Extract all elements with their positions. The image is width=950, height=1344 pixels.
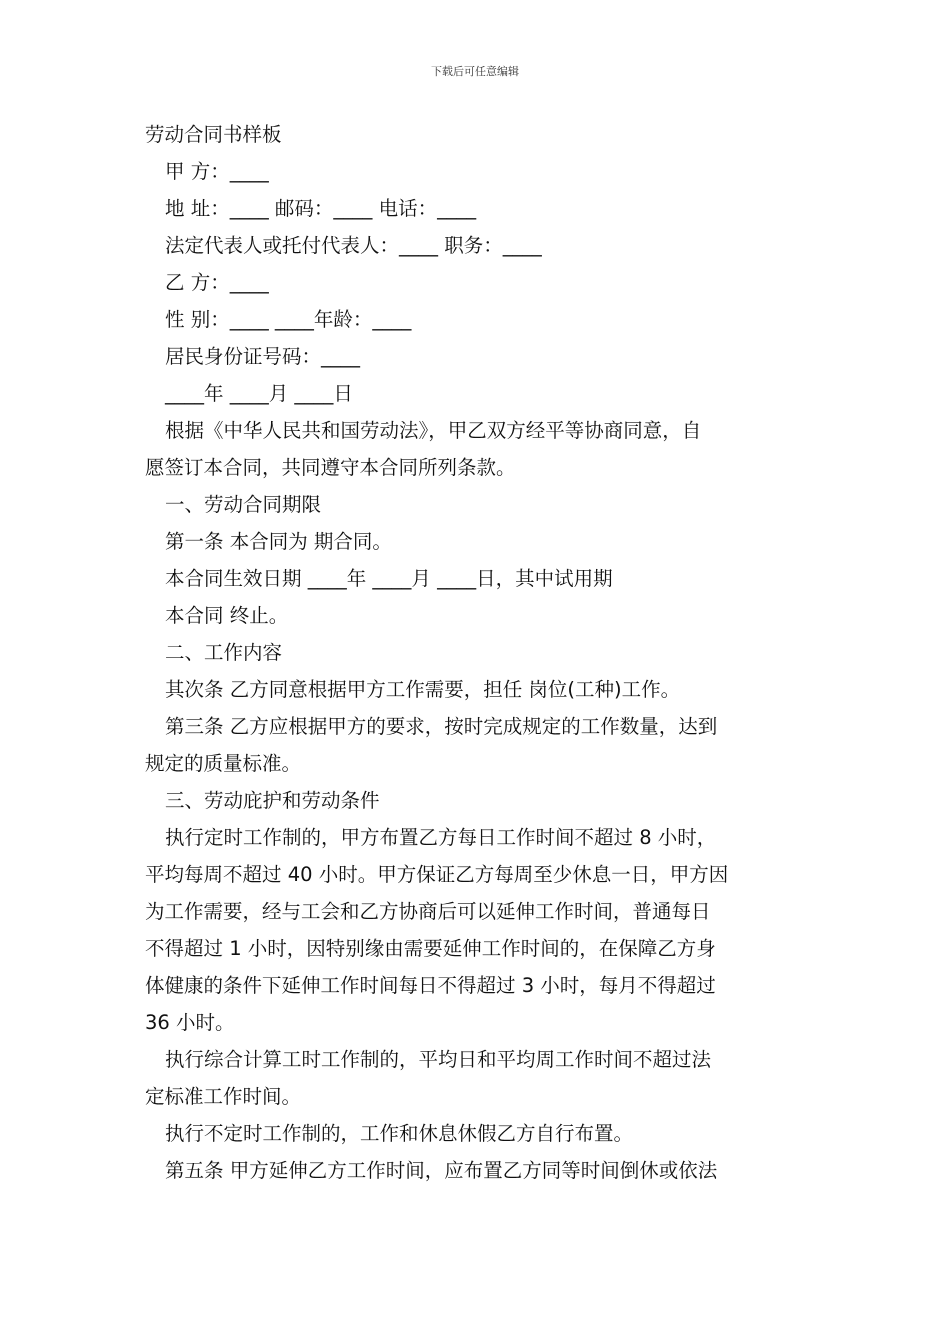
- work-hours-paragraph-line-2: 平均每周不超过 40 小时。甲方保证乙方每周至少休息一日，甲方因: [145, 863, 729, 886]
- section-heading-labor-protection: 三、劳动庇护和劳动条件: [165, 789, 380, 812]
- article-3-line-1: 第三条 乙方应根据甲方的要求，按时完成规定的工作数量，达到: [165, 715, 718, 738]
- representative-line: 法定代表人或托付代表人：____ 职务：____: [165, 234, 542, 257]
- work-hours-paragraph-line-5: 体健康的条件下延伸工作时间每日不得超过 3 小时，每月不得超过: [145, 974, 716, 997]
- intro-paragraph-line-1: 根据《中华人民共和国劳动法》，甲乙双方经平等协商同意，自: [165, 419, 702, 442]
- article-2: 其次条 乙方同意根据甲方工作需要，担任 岗位(工种)工作。: [165, 678, 681, 701]
- comprehensive-hours-line-1: 执行综合计算工时工作制的，平均日和平均周工作时间不超过法: [165, 1048, 712, 1071]
- article-1-termination: 本合同 终止。: [165, 604, 289, 627]
- comprehensive-hours-line-2: 定标准工作时间。: [145, 1085, 302, 1108]
- date-line: ____年 ____月 ____日: [165, 382, 353, 405]
- article-5: 第五条 甲方延伸乙方工作时间，应布置乙方同等时间倒休或依法: [165, 1159, 718, 1182]
- address-line: 地 址：____ 邮码：____ 电话：____: [165, 197, 477, 220]
- document-title: 劳动合同书样板: [145, 123, 282, 146]
- contract-document: [145, 116, 810, 1189]
- work-hours-paragraph-line-1: 执行定时工作制的，甲方布置乙方每日工作时间不超过 8 小时，: [165, 826, 717, 849]
- work-hours-paragraph-line-6: 36 小时。: [145, 1011, 235, 1034]
- party-b-line: 乙 方：____: [165, 271, 269, 294]
- party-a-line: 甲 方：____: [165, 160, 269, 183]
- work-hours-paragraph-line-4: 不得超过 1 小时，因特别缘由需要延伸工作时间的，在保障乙方身: [145, 937, 716, 960]
- article-3-line-2: 规定的质量标准。: [145, 752, 302, 775]
- article-1: 第一条 本合同为 期合同。: [165, 530, 392, 553]
- gender-age-line: 性 别：____ ____年龄：____: [165, 308, 412, 331]
- work-hours-paragraph-line-3: 为工作需要，经与工会和乙方协商后可以延伸工作时间，普通每日: [145, 900, 711, 923]
- section-heading-term: 一、劳动合同期限: [165, 493, 322, 516]
- section-heading-work-content: 二、工作内容: [165, 641, 283, 664]
- page-header: 下载后可任意编辑: [431, 65, 519, 78]
- id-number-line: 居民身份证号码：____: [165, 345, 361, 368]
- article-1-effective-date: 本合同生效日期 ____年 ____月 ____日，其中试用期: [165, 567, 613, 590]
- flexible-hours-line: 执行不定时工作制的，工作和休息休假乙方自行布置。: [165, 1122, 634, 1145]
- intro-paragraph-line-2: 愿签订本合同，共同遵守本合同所列条款。: [145, 456, 516, 479]
